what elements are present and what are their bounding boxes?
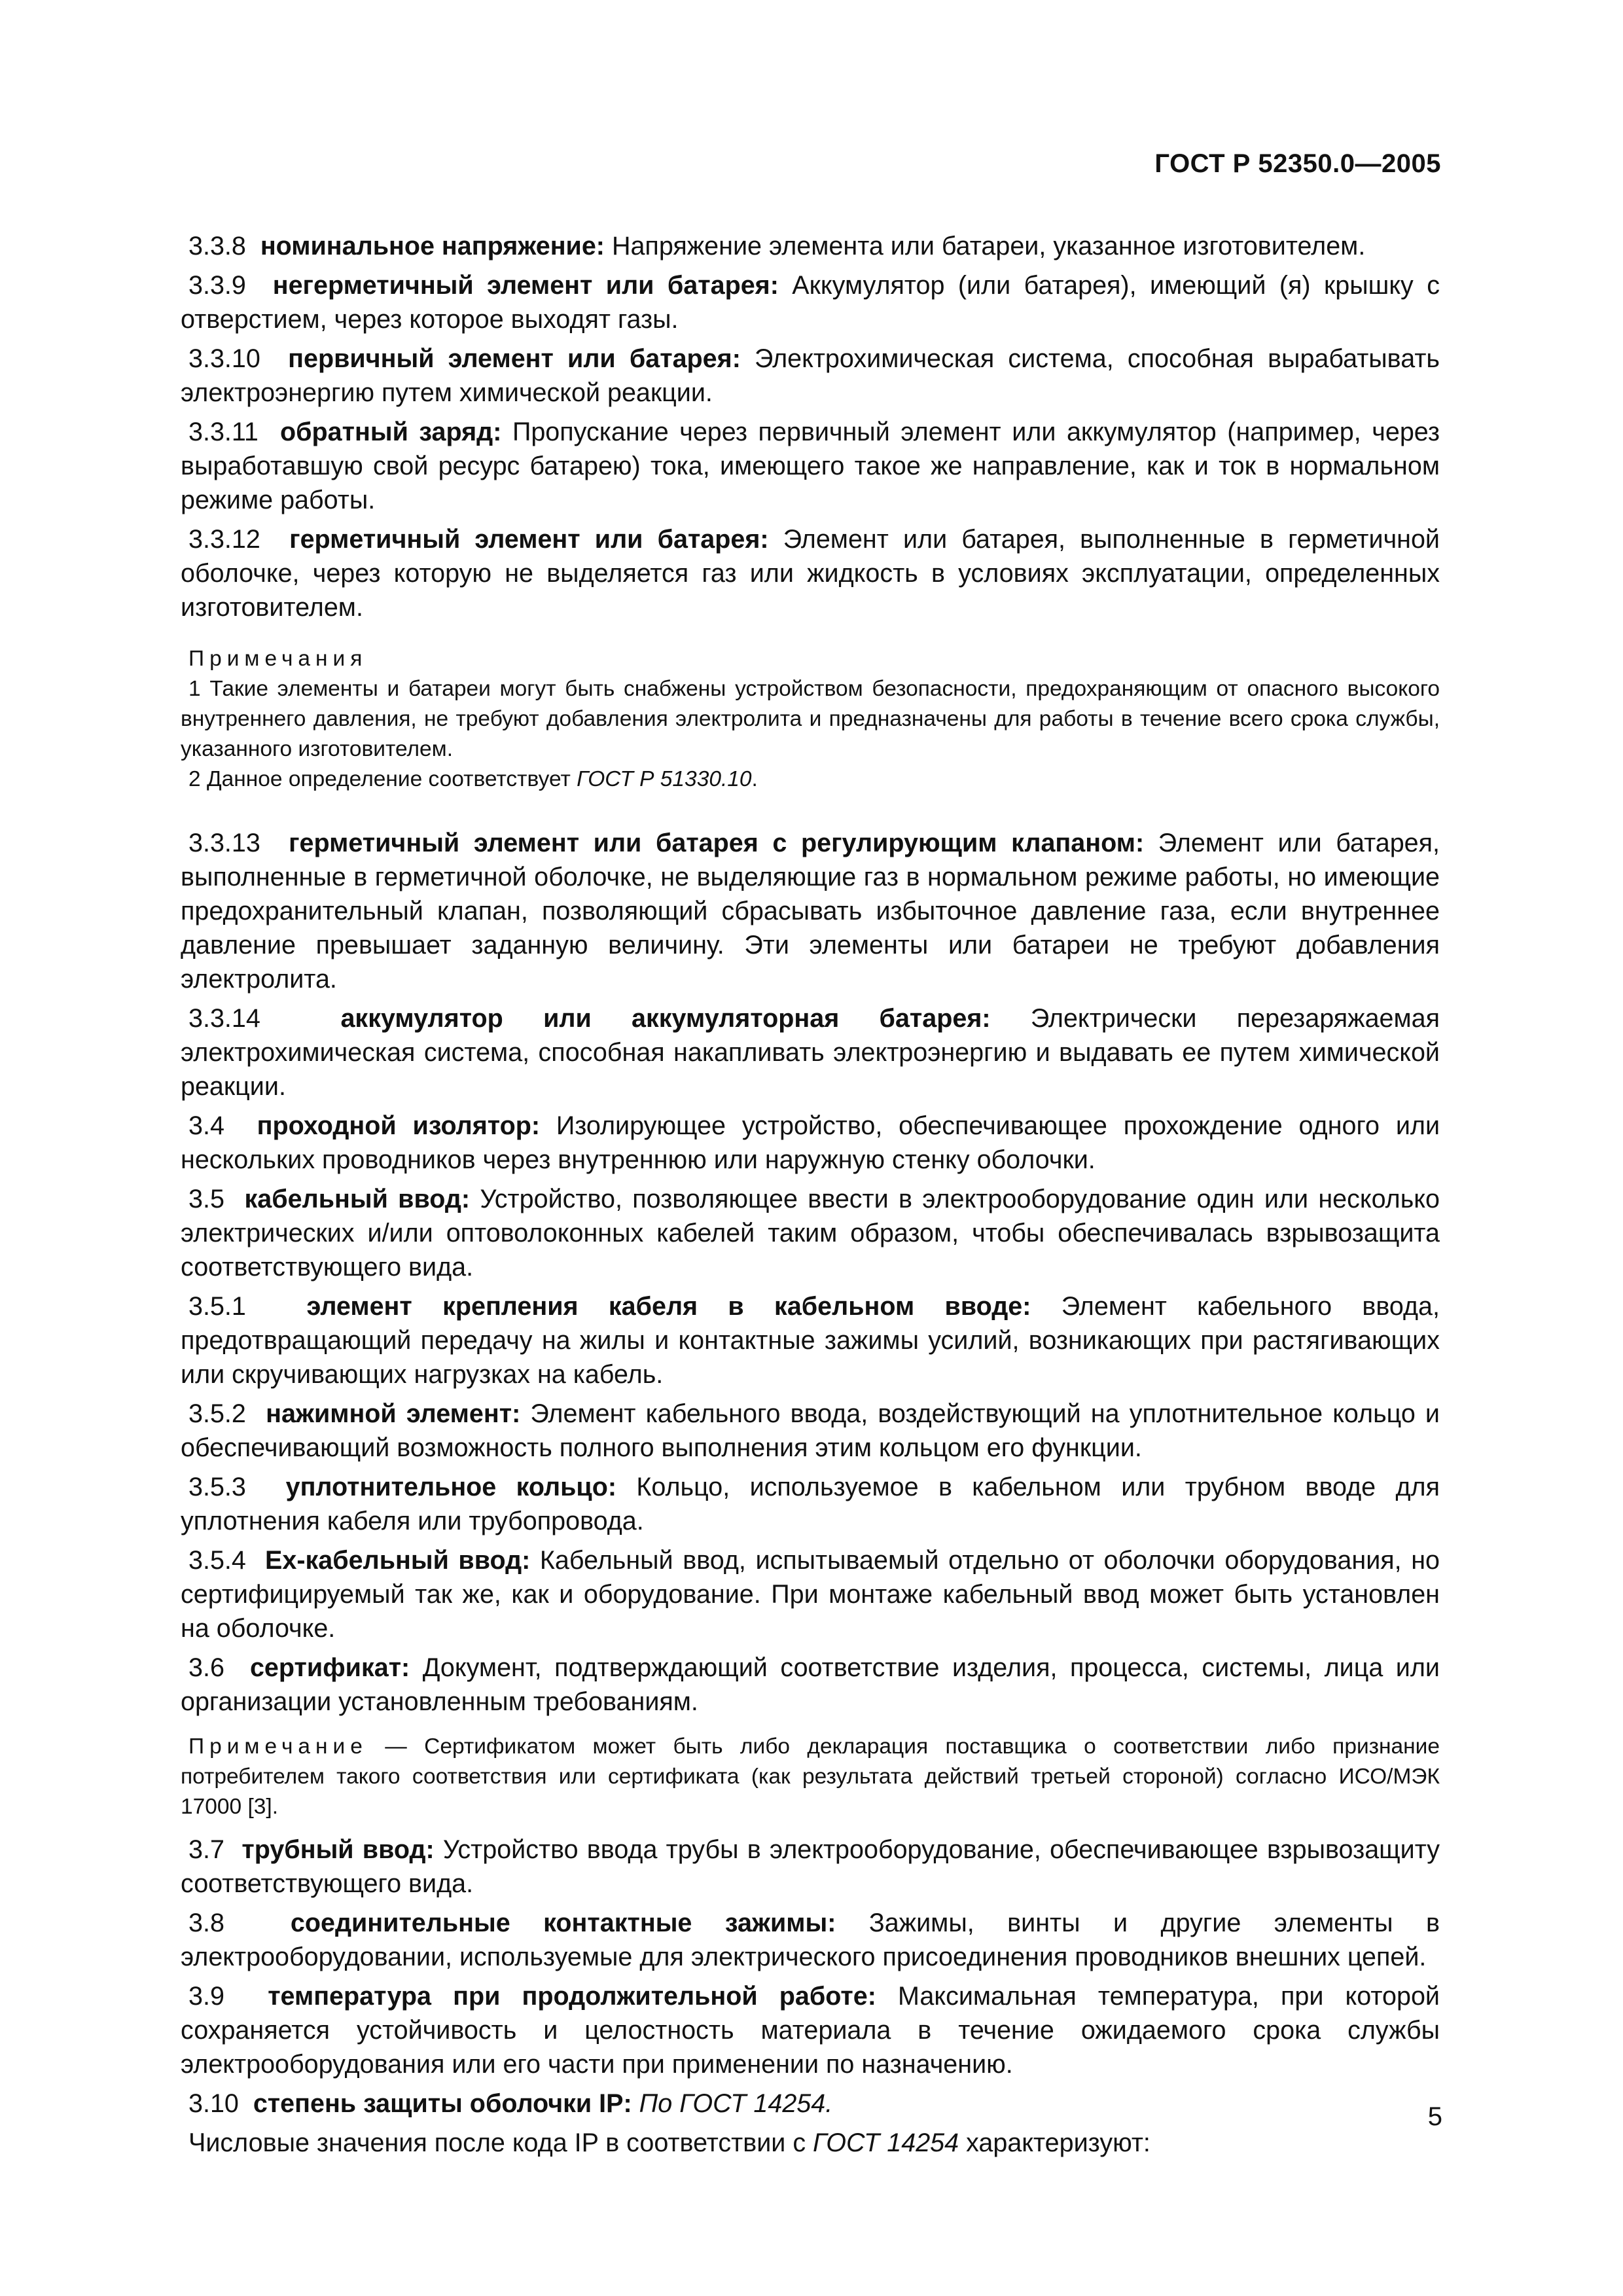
term: герметичный элемент или батарея с регулирующим клапаном: [289, 829, 1145, 857]
note-heading: Примечание [188, 1734, 368, 1759]
definitions-group-top [181, 229, 1440, 624]
definition-text: Электрически перезаряжаемая электрохимическая система, способная накапливать электроэнергию и выдавать ее путем химической реакции. [181, 1004, 1440, 1101]
definition-paragraph [181, 1470, 1440, 1538]
clause-number: 3.3.10 [188, 344, 260, 373]
clause-number: 3.3.8 [188, 232, 246, 260]
clause-number: 3.4 [188, 1111, 224, 1140]
definition-text: Элемент кабельного ввода, воздействующий на уплотнительное кольцо и обеспечивающий возможность полного выполнения этим кольцом его функции. [181, 1399, 1440, 1462]
definition-text: Зажимы, винты и другие элементы в электрооборудовании, используемые для электрического присоединения проводников внешних цепей. [181, 1909, 1440, 1971]
definition-paragraph [181, 1651, 1440, 1719]
clause-number: 3.7 [188, 1835, 224, 1864]
definition-paragraph [181, 1109, 1440, 1177]
definition-paragraph [181, 1001, 1440, 1103]
standard-reference: ГОСТ 14254 [813, 2128, 959, 2157]
clause-number: 3.6 [188, 1653, 224, 1682]
definition-text: Напряжение элемента или батареи, указанное изготовителем. [604, 232, 1366, 260]
note-certificate [181, 1732, 1440, 1822]
definition-paragraph [181, 2087, 1440, 2121]
definitions-group-mid [181, 826, 1440, 1719]
term: негерметичный элемент или батарея: [272, 271, 779, 300]
term: аккумулятор или аккумуляторная батарея: [340, 1004, 991, 1033]
definition-paragraph [181, 1979, 1440, 2081]
paragraph-text: Числовые значения после кода IP в соответствии с [188, 2128, 813, 2157]
term: соединительные контактные зажимы: [290, 1909, 836, 1937]
paragraph-tail: характеризуют: [959, 2128, 1150, 2157]
term: проходной изолятор: [257, 1111, 540, 1140]
definition-paragraph [181, 268, 1440, 336]
term: номинальное напряжение: [260, 232, 605, 260]
term: первичный элемент или батарея: [288, 344, 741, 373]
note-item [181, 764, 1440, 795]
definition-text: Кабельный ввод, испытываемый отдельно от оболочки оборудования, но сертифицируемый так же, как и оборудование. При монтаже кабельный ввод может быть установлен на оболочке. [181, 1546, 1440, 1643]
definition-text: Устройство, позволяющее ввести в электрооборудование один или несколько электрических и/или оптоволоконных кабелей таким образом, чтобы обеспечивалась взрывозащита соответствующего вида. [181, 1185, 1440, 1282]
note-text: 2 Данное определение соответствует [188, 767, 577, 791]
term: Ех-кабельный ввод: [265, 1546, 531, 1575]
note-tail: . [751, 767, 758, 791]
definition-text: Аккумулятор (или батарея), имеющий (я) крышку с отверстием, через которое выходят газы. [181, 271, 1440, 334]
definition-paragraph [181, 1906, 1440, 1974]
term: кабельный ввод: [244, 1185, 471, 1213]
term: уплотнительное кольцо: [285, 1473, 616, 1501]
clause-number: 3.3.9 [188, 271, 246, 300]
clause-number: 3.9 [188, 1982, 224, 2011]
notes-heading: Примечания [188, 647, 368, 671]
term: элемент крепления кабеля в кабельном вводе: [306, 1292, 1031, 1321]
term: сертификат: [249, 1653, 410, 1682]
body-paragraph [181, 2126, 1440, 2160]
term: обратный заряд: [280, 418, 502, 446]
definitions-group-bottom [181, 1833, 1440, 2160]
standard-designation: ГОСТ Р 52350.0—2005 [1154, 149, 1441, 178]
definition-text: Документ, подтверждающий соответствие изделия, процесса, системы, лица или организации установленным требованиям. [181, 1653, 1440, 1716]
page-number: 5 [1427, 2102, 1442, 2131]
term: герметичный элемент или батарея: [289, 525, 769, 554]
term: степень защиты оболочки IP: [253, 2089, 632, 2118]
definition-paragraph [181, 342, 1440, 410]
definition-text: Элемент или батарея, выполненные в герметичной оболочке, не выделяющие газ в нормальном режиме работы, но имеющие предохранительный клапан, позволяющий сбрасывать избыточное давление газа, если внутреннее давление превышает заданную величину. Эти элементы или батареи не требуют добавления электролита. [181, 829, 1440, 994]
definition-paragraph [181, 1289, 1440, 1391]
definition-text: Электрохимическая система, способная вырабатывать электроэнергию путем химической реакции. [181, 344, 1440, 407]
definition-paragraph [181, 229, 1440, 263]
clause-number: 3.5.3 [188, 1473, 246, 1501]
definition-text: Элемент кабельного ввода, предотвращающий передачу на жилы и контактные зажимы усилий, возникающих при растягивающих или скручивающих нагрузках на кабель. [181, 1292, 1440, 1389]
clause-number: 3.3.13 [188, 829, 260, 857]
definition-text: Кольцо, используемое в кабельном или трубном вводе для уплотнения кабеля или трубопровода. [181, 1473, 1440, 1535]
definition-text: Устройство ввода трубы в электрооборудование, обеспечивающее взрывозащиту соответствующего вида. [181, 1835, 1440, 1898]
clause-number: 3.8 [188, 1909, 224, 1937]
clause-number: 3.5.1 [188, 1292, 246, 1321]
clause-number: 3.5.4 [188, 1546, 246, 1575]
clause-number: 3.3.11 [188, 418, 259, 446]
page-body [181, 229, 1440, 2165]
notes-block [181, 644, 1440, 795]
term: температура при продолжительной работе: [268, 1982, 876, 2011]
term: нажимной элемент: [266, 1399, 521, 1428]
definition-paragraph [181, 1833, 1440, 1901]
clause-number: 3.10 [188, 2089, 239, 2118]
definition-paragraph [181, 1397, 1440, 1465]
definition-text: Пропускание через первичный элемент или аккумулятор (например, через выработавшую свой ресурс батарею) тока, имеющего такое же направление, как и ток в нормальном режиме работы. [181, 418, 1440, 514]
definition-text: Изолирующее устройство, обеспечивающее прохождение одного или нескольких проводников через внутреннюю или наружную стенку оболочки. [181, 1111, 1440, 1174]
definition-paragraph [181, 1182, 1440, 1284]
clause-number: 3.3.14 [188, 1004, 260, 1033]
definition-text: Максимальная температура, при которой сохраняется устойчивость и целостность материала в течение ожидаемого срока службы электрооборудования или его части при применении по назначению. [181, 1982, 1440, 2079]
clause-number: 3.5 [188, 1185, 224, 1213]
standard-reference: ГОСТ Р 51330.10 [577, 767, 752, 791]
definition-paragraph [181, 826, 1440, 996]
definition-paragraph [181, 1543, 1440, 1645]
definition-text: Элемент или батарея, выполненные в герметичной оболочке, через которую не выделяется газ или жидкость в условиях эксплуатации, определенных изготовителем. [181, 525, 1440, 622]
definition-paragraph [181, 415, 1440, 517]
note-text: — Сертификатом может быть либо декларация поставщика о соответствии либо признание потребителем такого соответствия или сертификата (как результата действий третьей стороной) согласно ИСО/МЭК 17000 [3]. [181, 1734, 1440, 1819]
note-item: 1 Такие элементы и батареи могут быть снабжены устройством безопасности, предохраняющим от опасного высокого внутреннего давления, не требуют добавления электролита и предназначены для работы в течение всего срока службы, указанного изготовителем. [181, 677, 1440, 761]
term: трубный ввод: [241, 1835, 435, 1864]
clause-number: 3.3.12 [188, 525, 260, 554]
clause-number: 3.5.2 [188, 1399, 246, 1428]
definition-paragraph [181, 522, 1440, 624]
standard-reference: По ГОСТ 14254. [639, 2089, 833, 2118]
